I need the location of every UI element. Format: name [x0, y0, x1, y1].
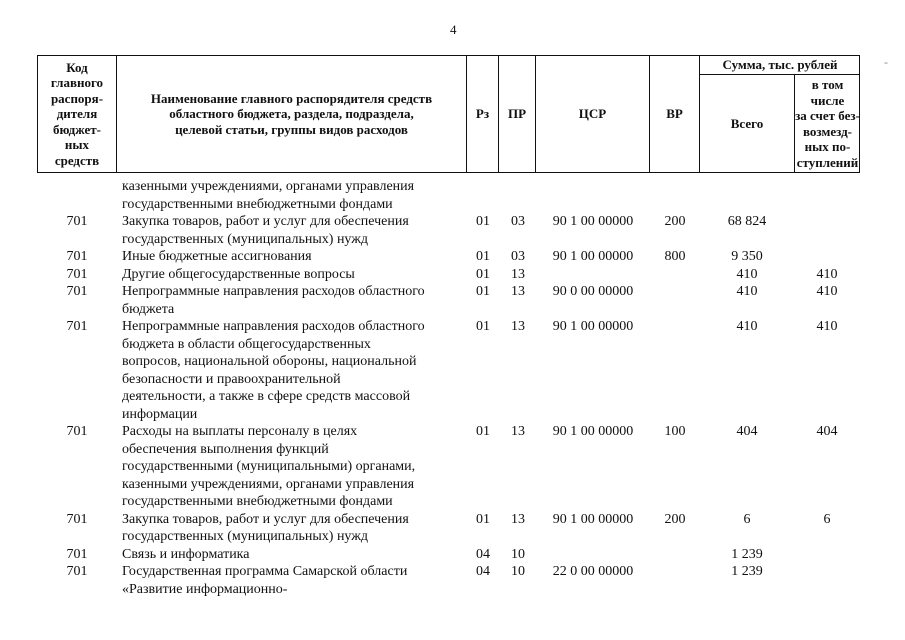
cell-pr: 13: [511, 424, 525, 439]
header-rz: Рз: [475, 106, 490, 122]
cell-csr: 90 1 00 00000: [552, 511, 634, 527]
header-line: в том числе: [810, 77, 845, 108]
cell-csr: 90 1 00 00000: [552, 214, 634, 229]
cell-code: 701: [66, 564, 88, 579]
cell-name: [122, 423, 467, 511]
cell-rz: 01: [476, 266, 490, 282]
cell-pr: 13: [511, 319, 525, 334]
cell-code: 701: [66, 249, 88, 264]
header-line: главного: [50, 75, 104, 91]
table-row: [0, 511, 905, 546]
header-line: дителя: [56, 106, 98, 122]
cell-pr: 10: [511, 546, 525, 562]
header-line: ступлений: [796, 154, 859, 170]
cell-csr: 90 0 00 00000: [552, 284, 634, 299]
cell-code: 701: [66, 546, 88, 562]
cell-rz: 04: [476, 546, 490, 562]
cell-name: [122, 213, 467, 248]
table-row: [0, 178, 905, 213]
table-row: [0, 318, 905, 423]
cell-name-line: деятельности, а также в сфере средств массовой: [122, 389, 411, 404]
page-number: 4: [450, 22, 457, 37]
header-name: [117, 56, 466, 172]
cell-total: 9 350: [731, 249, 763, 264]
table-row: [0, 213, 905, 248]
cell-code: 701: [66, 511, 88, 527]
cell-total: 1 239: [731, 546, 763, 562]
cell-name: [122, 283, 467, 318]
cell-incl: 410: [816, 266, 838, 282]
cell-name-line: Иные бюджетные ассигнования: [122, 249, 312, 264]
cell-incl: 404: [816, 424, 838, 439]
cell-csr: 22 0 00 00000: [552, 564, 634, 579]
cell-vr: 100: [664, 424, 686, 439]
header-csr: ЦСР: [578, 106, 607, 122]
edge-mark: -: [884, 55, 888, 69]
cell-rz: 01: [476, 284, 490, 299]
table-row: [0, 283, 905, 318]
header-sum: Сумма, тыс. рублей: [722, 57, 838, 73]
cell-name: [122, 511, 467, 546]
header-pr: ПР: [507, 106, 527, 122]
table-row: [0, 563, 905, 598]
header-code: [38, 56, 116, 172]
cell-name-line: Непрограммные направления расходов областного: [122, 319, 425, 334]
cell-pr: 13: [511, 284, 525, 299]
cell-name: [122, 266, 467, 284]
cell-code: 701: [66, 284, 88, 299]
cell-name-line: Закупка товаров, работ и услуг для обеспечения: [122, 214, 409, 229]
header-line: за счет без-: [795, 108, 860, 123]
cell-csr: 90 1 00 00000: [552, 319, 634, 334]
header-vr: ВР: [666, 106, 683, 122]
cell-name-line: государственными (муниципальными) органами,: [122, 459, 416, 474]
cell-name: [122, 178, 467, 213]
cell-name-line: Другие общегосударственные вопросы: [122, 266, 355, 282]
cell-pr: 13: [511, 266, 525, 282]
header-line: средств: [54, 152, 100, 168]
cell-name-line: вопросов, национальной обороны, национальной: [122, 354, 417, 369]
cell-total: 1 239: [731, 564, 763, 579]
cell-name-line: государственных (муниципальных) нужд: [122, 231, 369, 247]
cell-name-line: казенными учреждениями, органами управления: [122, 179, 415, 194]
cell-name-line: Непрограммные направления расходов областного: [122, 284, 425, 299]
cell-csr: 90 1 00 00000: [552, 424, 634, 439]
header-line: ных: [64, 137, 90, 153]
header-line: возмезд-: [803, 123, 852, 139]
cell-name-line: информации: [122, 406, 198, 422]
header-line: Код: [66, 59, 88, 75]
cell-name-line: государственных (муниципальных) нужд: [122, 529, 369, 544]
cell-pr: 13: [511, 511, 525, 527]
header-total: Всего: [730, 115, 764, 131]
cell-incl: 6: [823, 511, 831, 527]
table-row: [0, 423, 905, 511]
cell-name-line: безопасности и правоохранительной: [122, 371, 341, 387]
cell-total: 410: [736, 266, 758, 282]
table-header: [37, 55, 860, 173]
cell-code: 701: [66, 214, 88, 229]
header-line: распоря-: [50, 90, 104, 106]
cell-rz: 01: [476, 214, 490, 229]
cell-incl: 410: [816, 319, 838, 334]
cell-name: [122, 546, 467, 564]
cell-incl: 410: [816, 284, 838, 299]
cell-total: 410: [736, 284, 758, 299]
table-row: [0, 248, 905, 266]
cell-name: [122, 563, 467, 598]
cell-pr: 03: [511, 214, 525, 229]
cell-name-line: бюджета в области общегосударственных: [122, 336, 371, 352]
table-row: [0, 266, 905, 284]
cell-total: 6: [743, 511, 751, 527]
cell-name-line: бюджета: [122, 301, 175, 317]
cell-name-line: государственными внебюджетными фондами: [122, 494, 393, 509]
cell-pr: 03: [511, 249, 525, 264]
cell-name-line: Закупка товаров, работ и услуг для обеспечения: [122, 511, 409, 527]
cell-vr: 800: [664, 249, 686, 264]
cell-name-line: обеспечения выполнения функций: [122, 441, 329, 457]
cell-code: 701: [66, 319, 88, 334]
cell-csr: 90 1 00 00000: [552, 249, 634, 264]
cell-code: 701: [66, 424, 88, 439]
cell-name-line: «Развитие информационно-: [122, 581, 288, 597]
cell-name-line: Государственная программа Самарской области: [122, 564, 408, 579]
cell-rz: 01: [476, 511, 490, 527]
cell-name-line: Расходы на выплаты персоналу в целях: [122, 424, 358, 439]
table-row: [0, 546, 905, 564]
cell-pr: 10: [511, 564, 525, 579]
header-line: ных по-: [804, 139, 851, 154]
cell-rz: 04: [476, 564, 490, 579]
header-line: областного бюджета, раздела, подраздела,: [169, 106, 414, 122]
cell-total: 404: [736, 424, 758, 439]
cell-name-line: государственными внебюджетными фондами: [122, 196, 393, 212]
cell-rz: 01: [476, 249, 490, 264]
cell-total: 68 824: [727, 214, 767, 229]
header-line: целевой статьи, группы видов расходов: [175, 121, 408, 137]
cell-rz: 01: [476, 319, 490, 334]
header-line: Наименование главного распорядителя средств: [150, 90, 433, 106]
cell-name: [122, 248, 467, 266]
header-line: бюджет-: [52, 121, 101, 137]
header-incl: [795, 75, 860, 172]
cell-total: 410: [736, 319, 758, 334]
cell-name: [122, 318, 467, 423]
cell-name-line: казенными учреждениями, органами управления: [122, 476, 415, 492]
cell-name-line: Связь и информатика: [122, 546, 250, 562]
cell-code: 701: [66, 266, 88, 282]
cell-vr: 200: [664, 511, 686, 527]
cell-rz: 01: [476, 424, 490, 439]
cell-vr: 200: [664, 214, 686, 229]
